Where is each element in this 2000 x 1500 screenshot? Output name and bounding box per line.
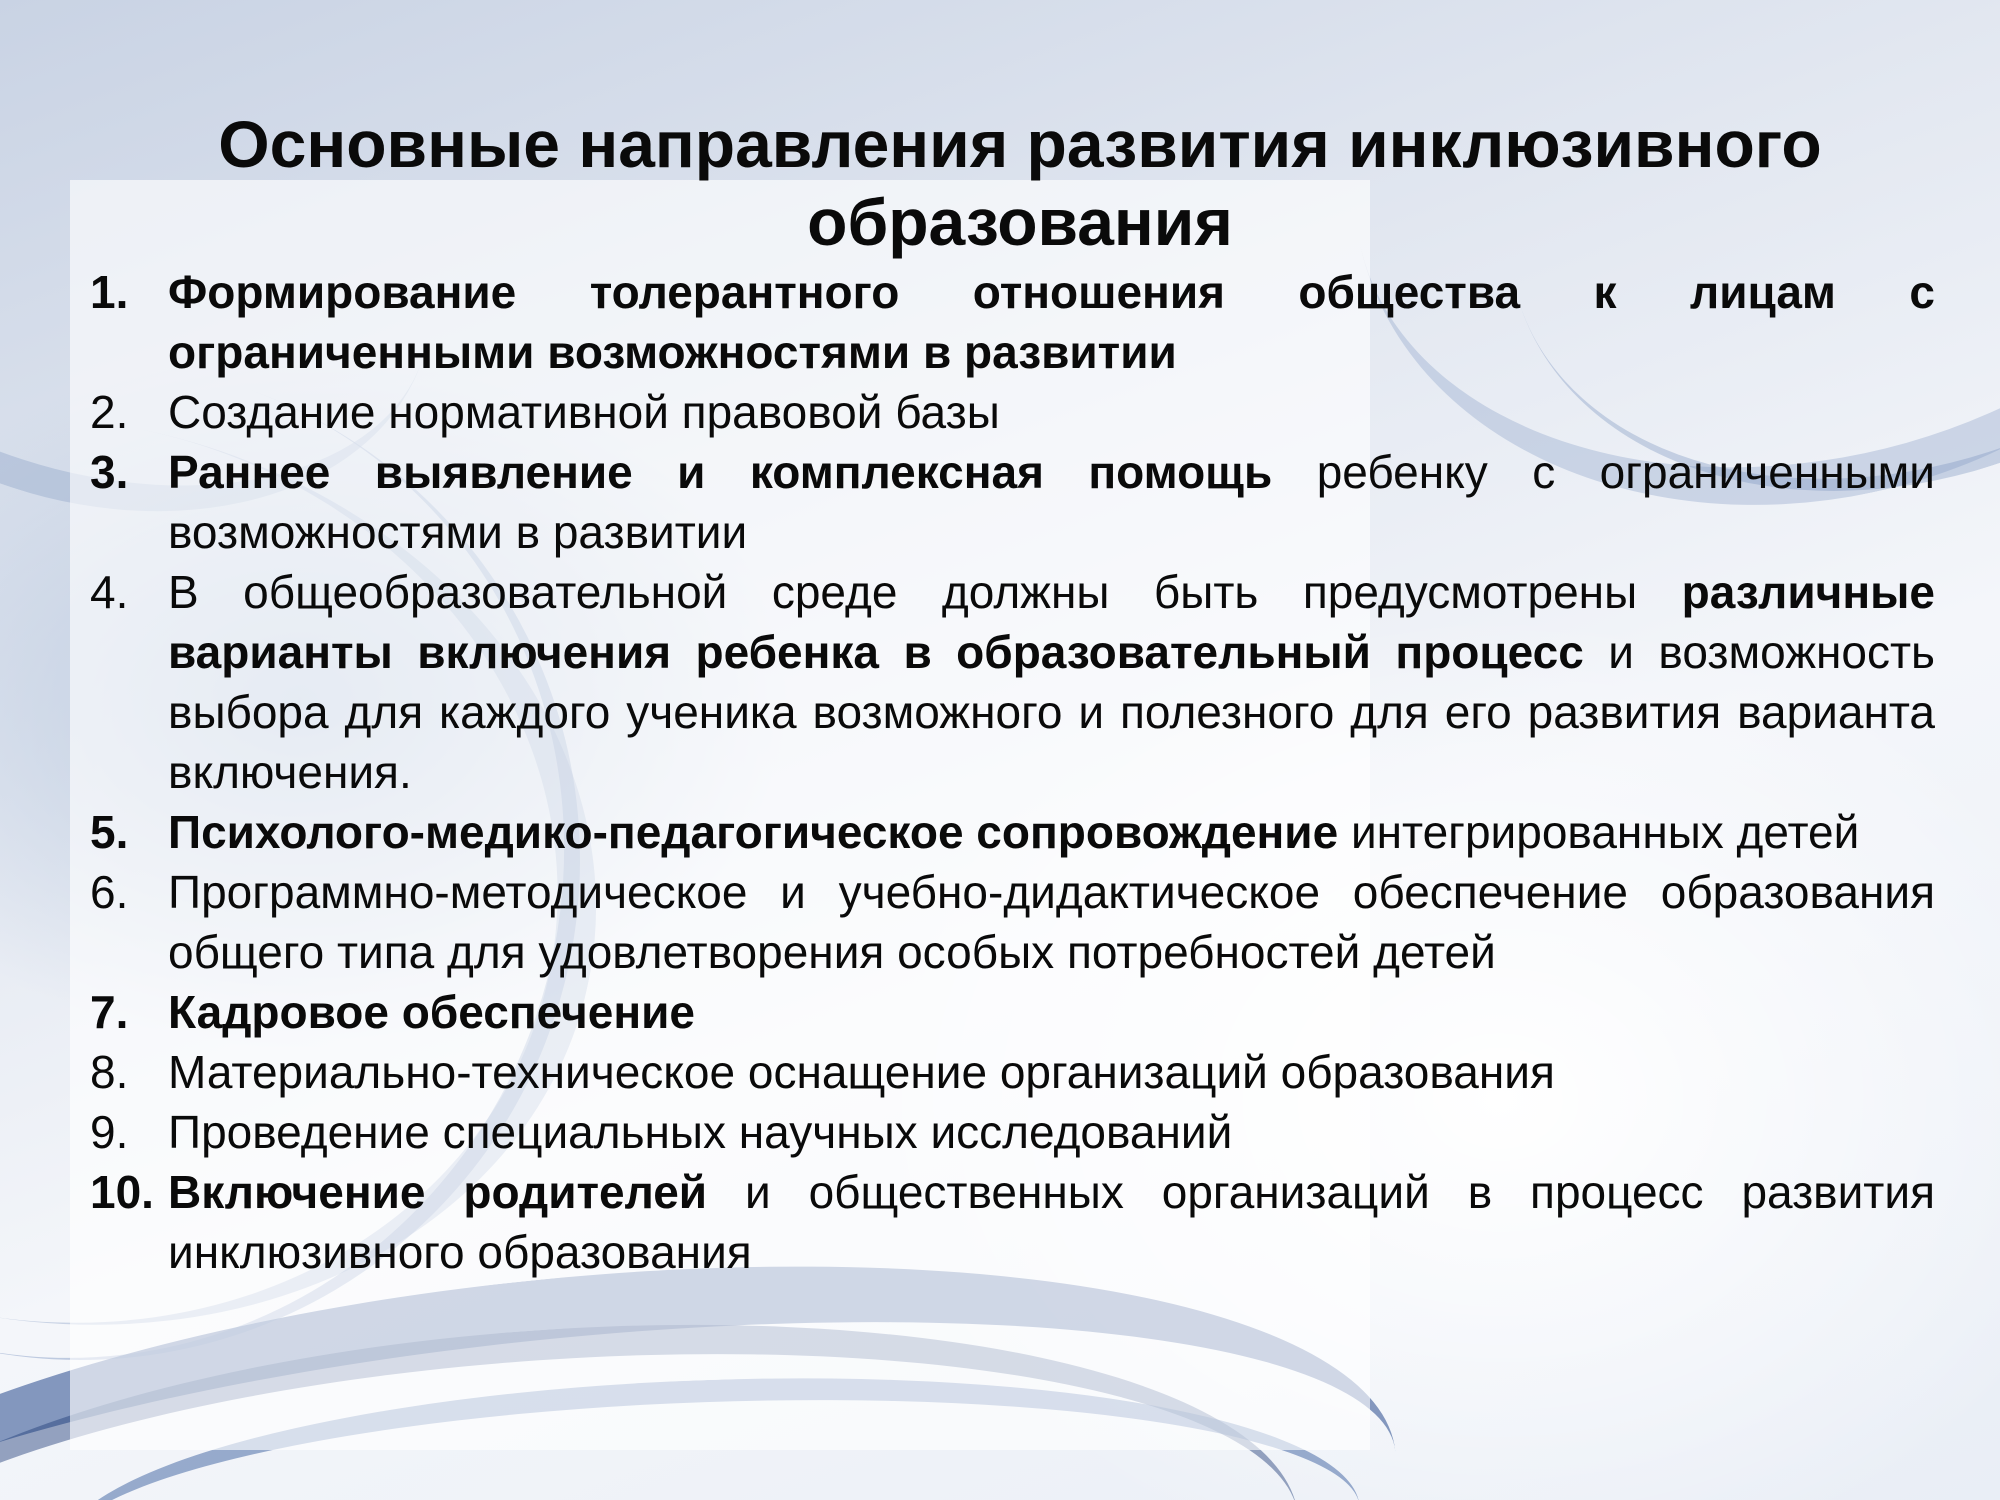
list-item-plain-text: интегрированных детей xyxy=(1338,806,1860,858)
list-item-bold-text: Раннее выявление и комплексная помощь xyxy=(168,446,1273,498)
list-item-number: 7. xyxy=(90,986,129,1038)
list-item-plain-text: Программно-методическое и учебно-дидактическое обеспечение образования общего типа для удовлетворения особых потребностей детей xyxy=(168,866,1935,978)
list-item xyxy=(90,982,1935,1042)
list-item xyxy=(90,382,1935,442)
list-item-text xyxy=(168,382,1935,442)
list-item xyxy=(90,442,1935,562)
list-item-plain-text: ребенку с ограниченными возможностями в развитии xyxy=(168,446,1936,558)
list-item-text xyxy=(168,802,1935,862)
list-item xyxy=(90,262,1935,382)
list-item-number: 8. xyxy=(90,1046,129,1098)
list-item-plain-text: Создание нормативной правовой базы xyxy=(168,386,1000,438)
list-item-number: 5. xyxy=(90,806,129,858)
list-item-bold-text: различные варианты включения ребенка в образовательный процесс xyxy=(168,566,1935,678)
list-item-text xyxy=(168,1162,1935,1282)
list-item-text xyxy=(168,862,1935,982)
list-item-bold-text: Формирование толерантного отношения общества к лицам с ограниченными возможностями в развитии xyxy=(168,266,1935,378)
list-item-number: 2. xyxy=(90,386,129,438)
list-item-text xyxy=(168,442,1935,562)
list-item-text xyxy=(168,262,1935,382)
list-item-bold-text: Включение родителей xyxy=(168,1166,708,1218)
list-item-plain-text: Проведение специальных научных исследований xyxy=(168,1106,1233,1158)
list-item-text xyxy=(168,562,1935,802)
list-item xyxy=(90,802,1935,862)
directions-list xyxy=(90,262,1935,1282)
list-item-number: 9. xyxy=(90,1106,129,1158)
list-item-number: 6. xyxy=(90,866,129,918)
list-item-text xyxy=(168,982,1935,1042)
list-item-plain-text: В общеобразовательной среде должны быть предусмотрены xyxy=(168,566,1682,618)
list-item-number: 1. xyxy=(90,266,129,318)
list-item xyxy=(90,1162,1935,1282)
list-item-text xyxy=(168,1042,1935,1102)
list-item-bold-text: Кадровое обеспечение xyxy=(168,986,695,1038)
list-item-number: 4. xyxy=(90,566,129,618)
list-item xyxy=(90,562,1935,802)
list-item-plain-text: и возможность выбора для каждого ученика возможного и полезного для его развития варианта включения. xyxy=(168,626,1935,798)
list-item-plain-text: и общественных организаций в процесс развития инклюзивного образования xyxy=(168,1166,1935,1278)
slide-title: Основные направления развития инклюзивного образования xyxy=(218,107,1822,259)
list-item-text xyxy=(168,1102,1935,1162)
list-item xyxy=(90,862,1935,982)
list-item-plain-text: Материально-техническое оснащение организаций образования xyxy=(168,1046,1555,1098)
list-item-number: 3. xyxy=(90,446,129,498)
list-item-bold-text: Психолого-медико-педагогическое сопровождение xyxy=(168,806,1339,858)
list-item-number: 10. xyxy=(90,1166,154,1218)
list-item xyxy=(90,1102,1935,1162)
list-item xyxy=(90,1042,1935,1102)
